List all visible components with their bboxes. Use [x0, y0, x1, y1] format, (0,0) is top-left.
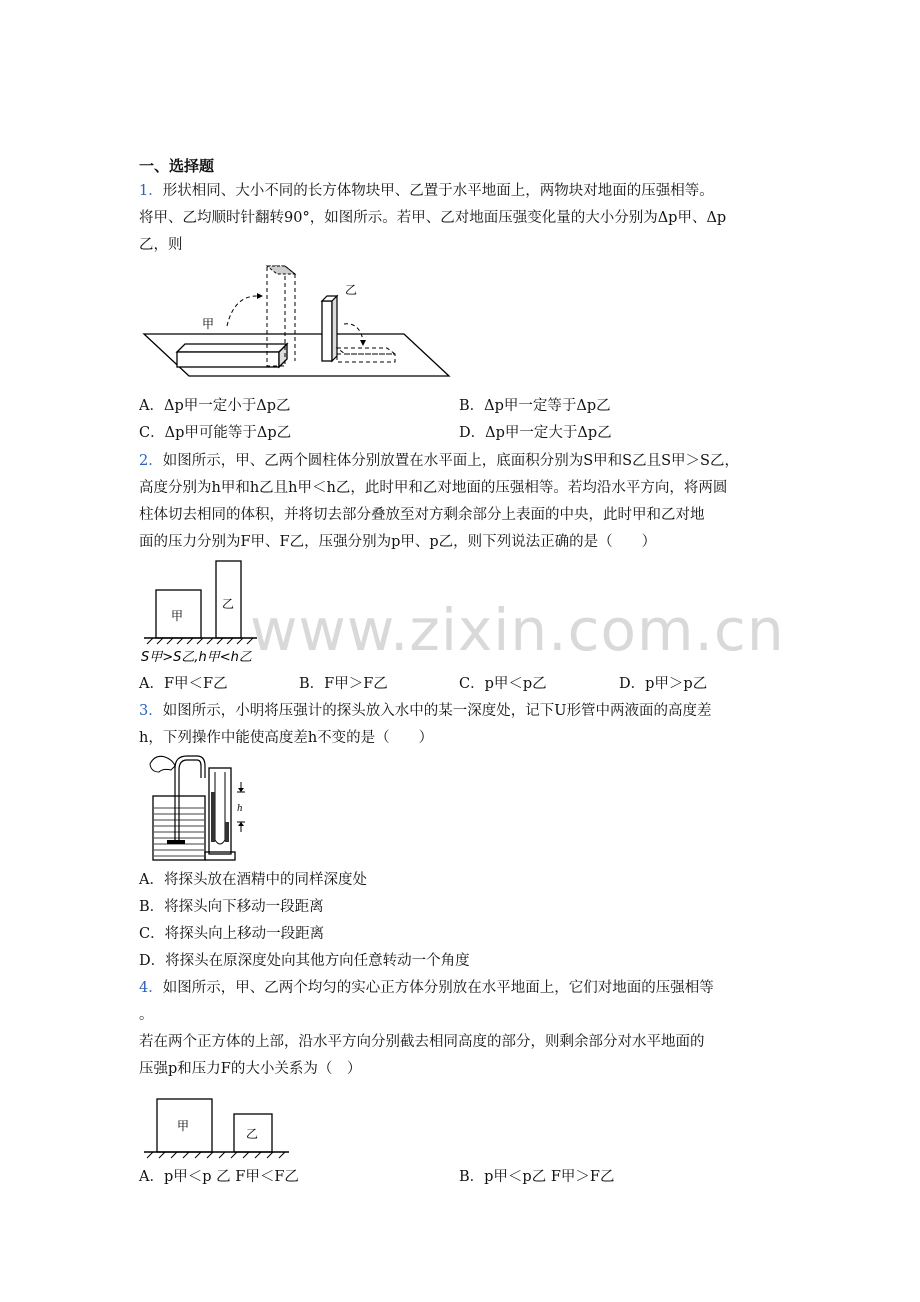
q3-text-1: 如图所示，小明将压强计的探头放入水中的某一深度处，记下U形管中两液面的高度差 — [162, 703, 712, 719]
q4-line-4: 压强p和压力F的大小关系为（ ） — [139, 1061, 362, 1077]
q1-block-a — [177, 352, 279, 367]
q3-hand-icon — [150, 756, 175, 772]
q4-option-b[interactable]: B．p甲＜p乙 F甲＞F乙 — [459, 1169, 615, 1185]
q1-option-c[interactable]: C．Δp甲可能等于Δp乙 — [139, 425, 292, 441]
q1-line-1 — [139, 180, 714, 202]
q2-text-1: 如图所示，甲、乙两个圆柱体分别放置在水平面上，底面积分别为S甲和S乙且S甲＞S乙， — [162, 453, 739, 469]
q2-line-1 — [139, 450, 739, 472]
q4-label-b: 乙 — [246, 1127, 259, 1141]
q3-line-2: h，下列操作中能使高度差h不变的是（ ） — [139, 730, 434, 746]
q3-label-h: h — [237, 804, 243, 814]
q2-option-c[interactable]: C．p甲＜p乙 — [459, 676, 547, 692]
q1-option-d[interactable]: D．Δp甲一定大于Δp乙 — [459, 425, 612, 441]
section-title: 一、选择题 — [139, 157, 215, 175]
q3-number: 3． — [139, 703, 163, 719]
q4-figure — [139, 1094, 294, 1160]
q2-figure-caption: S甲>S乙,h甲<h乙 — [141, 650, 252, 665]
q1-block-b-rotated-outline — [337, 354, 395, 362]
q2-line-2: 高度分别为h甲和h乙且h甲＜h乙，此时甲和乙对地面的压强相等。若均沿水平方向，将两圆 — [139, 480, 728, 496]
q1-label-a: 甲 — [202, 317, 215, 331]
q2-line-3: 柱体切去相同的体积，并将切去部分叠放至对方剩余部分上表面的中央，此时甲和乙对地 — [139, 507, 705, 523]
q4-number: 4． — [139, 980, 163, 996]
q1-option-b[interactable]: B．Δp甲一定等于Δp乙 — [459, 398, 611, 414]
q4-line-3: 若在两个正方体的上部，沿水平方向分别截去相同高度的部分，则剩余部分对水平地面的 — [139, 1034, 705, 1050]
watermark: www.zixin.com.cn — [250, 596, 785, 664]
q1-line-2: 将甲、乙均顺时针翻转90°，如图所示。若甲、乙对地面压强变化量的大小分别为Δp甲、Δp — [139, 210, 727, 226]
q2-line-4: 面的压力分别为F甲、F乙，压强分别为p甲、p乙，则下列说法正确的是（ ） — [139, 534, 657, 550]
q1-text-1: 形状相同、大小不同的长方体物块甲、乙置于水平地面上，两物块对地面的压强相等。 — [162, 183, 714, 199]
q2-number: 2． — [139, 453, 163, 469]
q4-label-a: 甲 — [177, 1119, 190, 1133]
q2-option-d[interactable]: D．p甲＞p乙 — [619, 676, 708, 692]
q3-option-a[interactable]: A．将探头放在酒精中的同样深度处 — [139, 872, 367, 888]
q3-line-1 — [139, 700, 711, 722]
q1-block-b — [322, 301, 332, 361]
q1-option-a[interactable]: A．Δp甲一定小于Δp乙 — [139, 398, 291, 414]
q3-option-d[interactable]: D．将探头在原深度处向其他方向任意转动一个角度 — [139, 953, 470, 969]
q1-rotate-arrow-b — [344, 324, 363, 340]
q1-line-3: 乙，则 — [139, 237, 183, 253]
q3-option-b[interactable]: B．将探头向下移动一段距离 — [139, 899, 324, 915]
q1-rotate-arrow-a — [227, 296, 257, 326]
q2-figure — [139, 558, 264, 668]
q4-line-1 — [139, 977, 714, 999]
q3-option-c[interactable]: C．将探头向上移动一段距离 — [139, 926, 325, 942]
q1-label-b: 乙 — [345, 283, 358, 297]
q1-block-a-top — [177, 344, 287, 352]
q1-number: 1． — [139, 183, 163, 199]
q1-figure — [139, 256, 454, 381]
q4-text-1: 如图所示，甲、乙两个均匀的实心正方体分别放在水平地面上，它们对地面的压强相等 — [162, 980, 714, 996]
q4-option-a[interactable]: A．p甲＜p 乙 F甲＜F乙 — [139, 1169, 299, 1185]
q4-line-2: 。 — [139, 1007, 154, 1023]
q2-option-b[interactable]: B．F甲＞F乙 — [299, 676, 388, 692]
q2-label-b: 乙 — [222, 597, 235, 611]
q2-label-a: 甲 — [171, 609, 184, 623]
q2-option-a[interactable]: A．F甲＜F乙 — [139, 676, 228, 692]
q3-figure — [145, 752, 250, 864]
q3-probe — [167, 840, 185, 844]
